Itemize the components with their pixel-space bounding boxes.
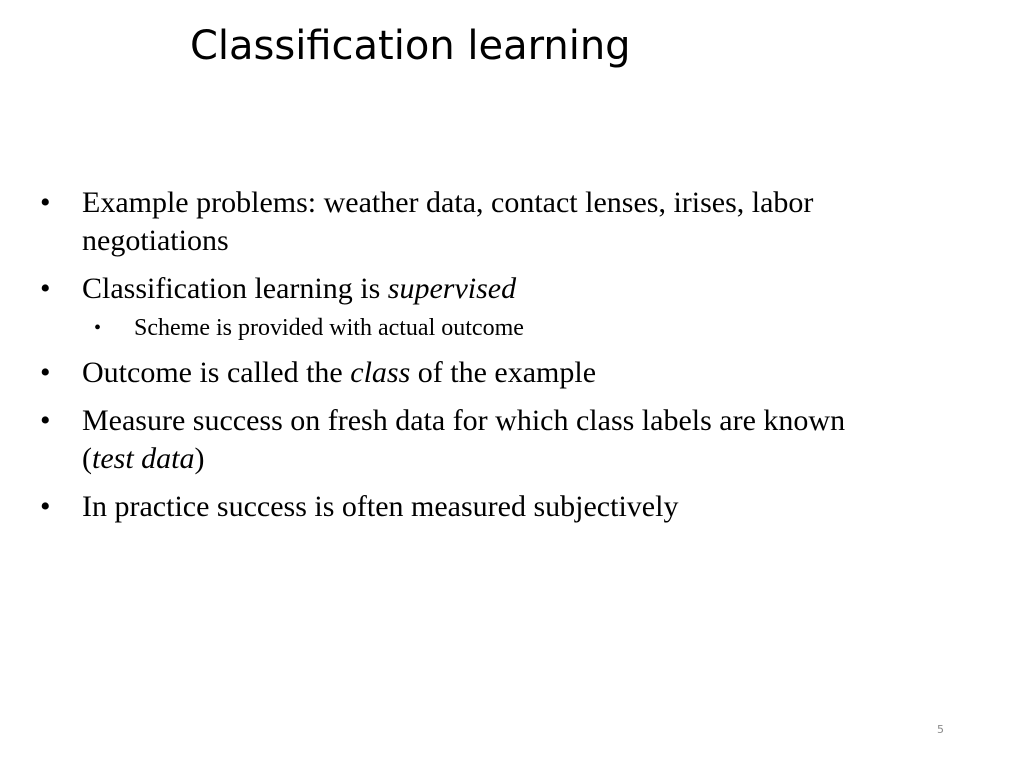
- bullet-icon: •: [40, 272, 51, 305]
- bullet-item: [40, 184, 900, 260]
- bullet-icon: •: [40, 186, 51, 219]
- bullet-item: [40, 402, 900, 478]
- bullet-item: [40, 354, 900, 392]
- bullet-text-part: Outcome is called the: [82, 356, 351, 389]
- bullet-text-part: of the example: [410, 356, 597, 389]
- sub-bullet-text: [134, 312, 900, 344]
- sub-bullet-item: [94, 312, 900, 344]
- bullet-list: [40, 184, 900, 536]
- bullet-item: [40, 488, 900, 526]
- emphasis-text: test data: [92, 442, 195, 475]
- bullet-icon: •: [40, 490, 51, 523]
- sub-bullet-icon: •: [94, 317, 102, 339]
- bullet-icon: •: [40, 404, 51, 437]
- slide-number: 5: [937, 723, 944, 736]
- bullet-text-part: Scheme is provided with actual outcome: [134, 315, 524, 341]
- bullet-text-part: In practice success is often measured subjectively: [82, 490, 679, 523]
- bullet-item: [40, 270, 900, 308]
- bullet-text: [82, 184, 862, 260]
- bullet-text: [82, 354, 862, 392]
- emphasis-text: class: [350, 356, 411, 389]
- slide-title: Classification learning: [190, 23, 631, 69]
- bullet-text-part: Classification learning is: [82, 272, 388, 305]
- bullet-text-part: Measure success on fresh data for which class labels are known (: [82, 404, 846, 475]
- emphasis-text: supervised: [387, 272, 517, 305]
- bullet-icon: •: [40, 356, 51, 389]
- bullet-text: [82, 488, 862, 526]
- bullet-text: [82, 270, 862, 308]
- bullet-text: [82, 402, 862, 478]
- bullet-text-part: Example problems: weather data, contact lenses, irises, labor negotiations: [82, 186, 814, 257]
- bullet-text-part: ): [194, 442, 205, 475]
